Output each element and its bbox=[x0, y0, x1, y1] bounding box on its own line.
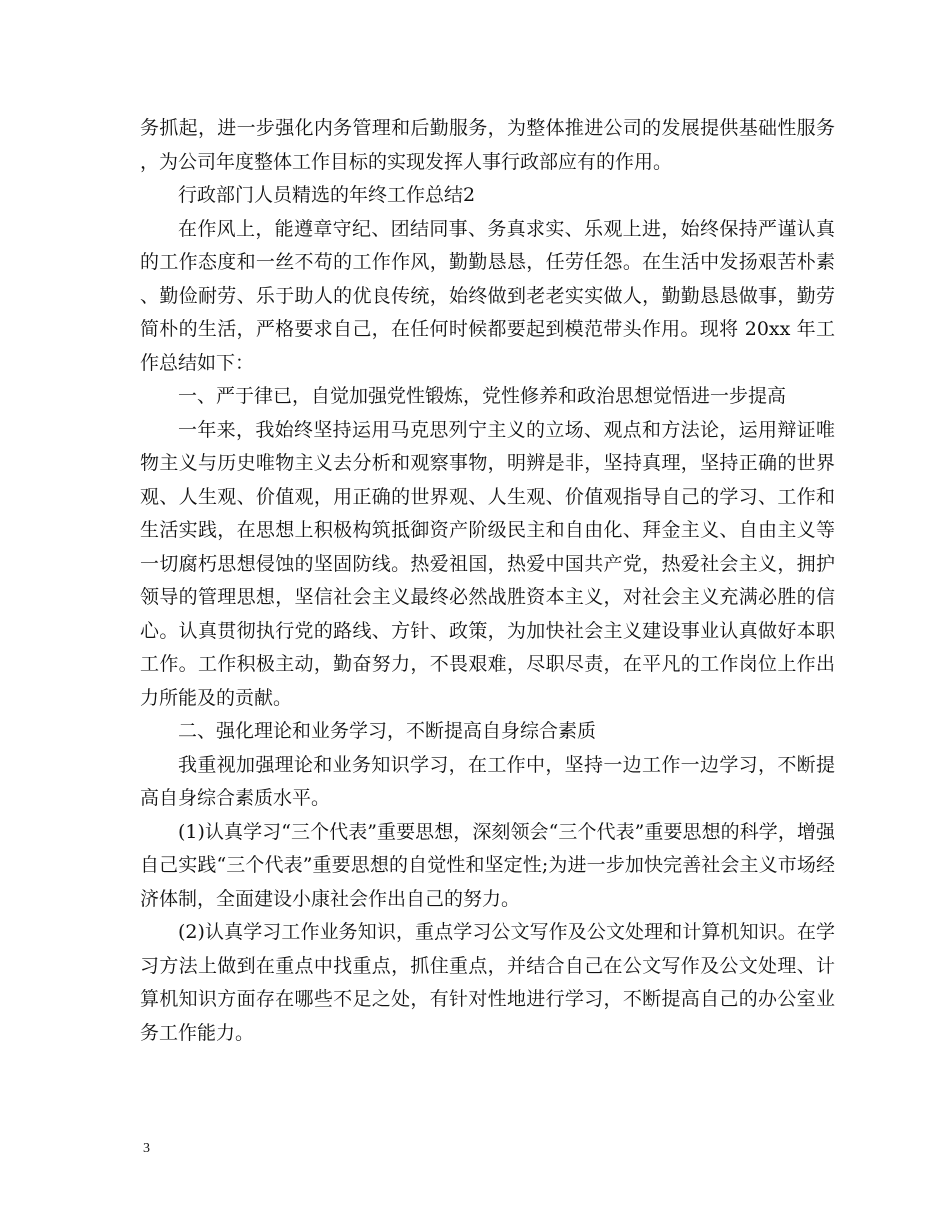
page-number: 3 bbox=[143, 1141, 150, 1156]
document-body bbox=[140, 112, 835, 1050]
paragraph-8: (1)认真学习“三个代表”重要思想，深刻领会“三个代表”重要思想的科学，增强自己实践“三个代表”重要思想的自觉性和坚定性;为进一步加快完善社会主义市场经济体制，全面建设小康社会作出自己的努力。 bbox=[140, 820, 835, 910]
heading-1: 一、严于律已，自觉加强党性锻炼，党性修养和政治思想觉悟进一步提高 bbox=[178, 385, 787, 407]
paragraph-5: 一年来，我始终坚持运用马克思列宁主义的立场、观点和方法论，运用辩证唯物主义与历史唯物主义去分析和观察事物，明辨是非，坚持真理，坚持正确的世界观、人生观、价值观，用正确的世界观、人生观、价值观指导自己的学习、工作和生活实践，在思想上积极构筑抵御资产阶级民主和自由化、拜金主义、自由主义等一切腐朽思想侵蚀的坚固防线。热爱祖国，热爱中国共产党，热爱社会主义，拥护领导的管理思想，坚信社会主义最终必然战胜资本主义，对社会主义充满必胜的信心。认真贯彻执行党的路线、方针、政策，为加快社会主义建设事业认真做好本职工作。工作积极主动，勤奋努力，不畏艰难，尽职尽责，在平凡的工作岗位上作出力所能及的贡献。 bbox=[140, 418, 835, 709]
heading-2: 二、强化理论和业务学习，不断提高自身综合素质 bbox=[178, 720, 597, 742]
section-title-2: 行政部门人员精选的年终工作总结2 bbox=[178, 184, 476, 206]
paragraph-1: 务抓起，进一步强化内务管理和后勤服务，为整体推进公司的发展提供基础性服务，为公司年度整体工作目标的实现发挥人事行政部应有的作用。 bbox=[140, 117, 835, 173]
paragraph-3: 在作风上，能遵章守纪、团结同事、务真求实、乐观上进，始终保持严谨认真的工作态度和一丝不苟的工作作风，勤勤恳恳，任劳任怨。在生活中发扬艰苦朴素、勤俭耐劳、乐于助人的优良传统，始终做到老老实实做人，勤勤恳恳做事，勤劳简朴的生活，严格要求自己，在任何时候都要起到模范带头作用。现将 20xx 年工作总结如下： bbox=[140, 217, 835, 374]
paragraph-7: 我重视加强理论和业务知识学习，在工作中，坚持一边工作一边学习，不断提高自身综合素质水平。 bbox=[140, 753, 835, 809]
paragraph-9: (2)认真学习工作业务知识，重点学习公文写作及公文处理和计算机知识。在学习方法上做到在重点中找重点，抓住重点，并结合自己在公文写作及公文处理、计算机知识方面存在哪些不足之处，有针对性地进行学习，不断提高自己的办公室业务工作能力。 bbox=[140, 921, 835, 1044]
